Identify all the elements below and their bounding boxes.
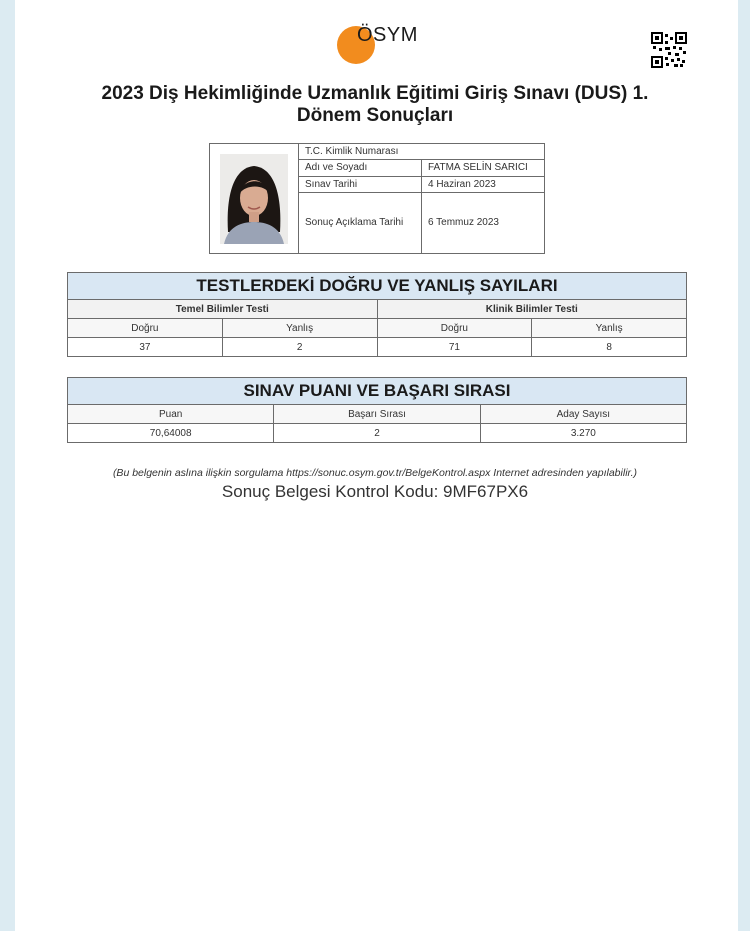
group-clinical-sciences: Klinik Bilimler Testi [377, 300, 687, 319]
id-row-exam-date: Sınav Tarihi 4 Haziran 2023 [299, 177, 545, 193]
group-basic-sciences: Temel Bilimler Testi [68, 300, 378, 319]
clinical-wrong-value: 8 [532, 338, 687, 357]
score-title: SINAV PUANI VE BAŞARI SIRASI [68, 378, 687, 405]
id-row-tc: T.C. Kimlik Numarası [299, 144, 545, 160]
document-page [15, 0, 738, 931]
candidate-photo [220, 154, 288, 244]
score-table [67, 377, 687, 443]
photo-cell [210, 144, 299, 253]
title-line-1: 2023 Diş Hekimliğinde Uzmanlık Eğitimi Giriş Sınavı (DUS) 1. [101, 83, 649, 104]
basic-correct-value: 37 [68, 338, 223, 357]
column-header: Puan [68, 405, 274, 424]
clinical-correct-value: 71 [377, 338, 532, 357]
id-row-name: Adı ve Soyadı FATMA SELİN SARICI [299, 160, 545, 177]
column-header: Yanlış [532, 319, 687, 338]
control-code: Sonuç Belgesi Kontrol Kodu: 9MF67PX6 [221, 482, 529, 501]
column-header: Başarı Sırası [274, 405, 480, 424]
identity-box [209, 143, 545, 254]
tests-table [67, 272, 687, 357]
logo-text: ÖSYM [357, 24, 418, 46]
tests-title: TESTLERDEKİ DOĞRU VE YANLIŞ SAYILARI [68, 273, 687, 300]
score-value: 70,64008 [68, 424, 274, 443]
verification-note: (Bu belgenin aslına ilişkin sorgulama https://sonuc.osym.gov.tr/BelgeKontrol.aspx Internet adresinden yapılabilir.) [112, 467, 638, 479]
page-title [0, 83, 750, 127]
rank-value: 2 [274, 424, 480, 443]
column-header: Doğru [377, 319, 532, 338]
osym-logo [337, 22, 427, 64]
title-line-2: Dönem Sonuçları [296, 105, 454, 126]
column-header: Aday Sayısı [480, 405, 686, 424]
id-row-result-date: Sonuç Açıklama Tarihi 6 Temmuz 2023 [299, 193, 545, 253]
qr-code-icon [651, 32, 687, 68]
column-header: Yanlış [222, 319, 377, 338]
candidate-count-value: 3.270 [480, 424, 686, 443]
basic-wrong-value: 2 [222, 338, 377, 357]
column-header: Doğru [68, 319, 223, 338]
